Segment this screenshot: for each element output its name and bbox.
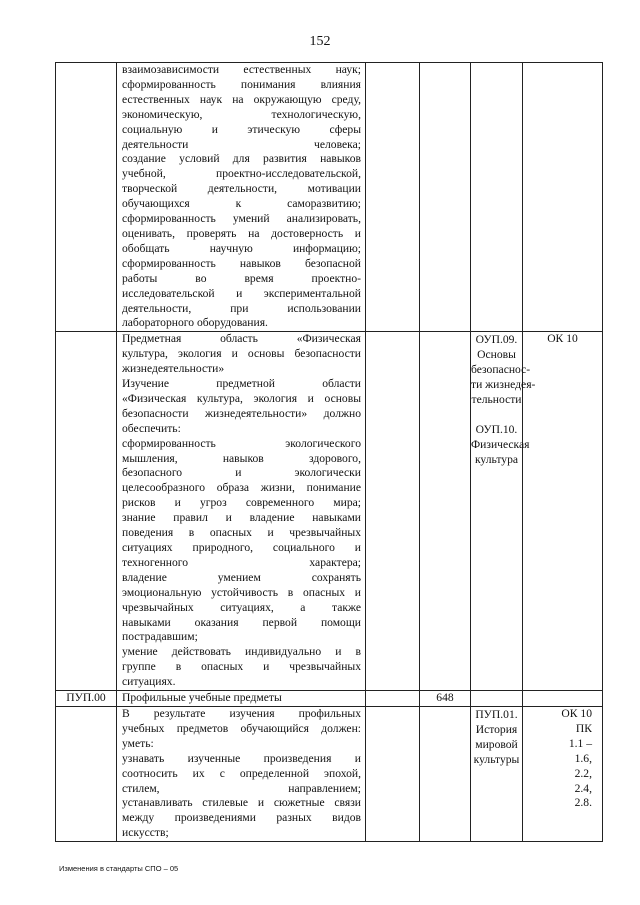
text-line: творческой деятельности, мотивации (122, 182, 361, 196)
max-load-cell (366, 691, 420, 707)
hours-cell (420, 332, 471, 691)
requirements-cell (117, 691, 366, 707)
competence-line: ПК (575, 721, 592, 735)
competence-line: ОК 10 (547, 332, 578, 346)
text-line: эмоциональную устойчивость в опасных и (122, 585, 361, 599)
text-line: сформированность умений анализировать, (122, 212, 361, 226)
row-index (56, 63, 117, 332)
text-line: чрезвычайных ситуациях, а также (122, 600, 361, 614)
text-line: уметь: (122, 736, 154, 750)
text-line: сформированность экологического (122, 436, 361, 450)
row-index (56, 706, 117, 841)
competence-cell (523, 706, 603, 841)
text-line: соотносить их с определенной эпохой, (122, 766, 361, 780)
competence-cell (523, 63, 603, 332)
text-line: лабораторного оборудования. (122, 316, 268, 330)
subject-code-line: мировой (475, 737, 518, 751)
footer-note: Изменения в стандарты СПО – 05 (59, 864, 179, 873)
hours-cell (420, 706, 471, 841)
text-line: владение умением сохранять (122, 570, 361, 584)
text-line: рисков и угроз современного мира; (122, 496, 361, 510)
text-line: учебной, проектно-исследовательской, (122, 167, 361, 181)
subject-code-line (471, 408, 522, 423)
text-line: «Физическая культура, экология и основы (122, 391, 361, 405)
text-line: сформированность навыков безопасной (122, 256, 361, 270)
table-row (56, 63, 603, 332)
text-line: естественных наук на окружающую среду, (122, 92, 361, 106)
row-index: ПУП.00 (56, 691, 117, 707)
subject-code-line: ПУП.01. (475, 707, 518, 721)
hours-cell: 648 (420, 691, 471, 707)
text-line: культура, экология и основы безопасности (122, 347, 361, 361)
subject-code-line: Физическая (471, 437, 530, 451)
text-line: знание правил и владение навыками (122, 511, 361, 525)
text-line: создание условий для развития навыков (122, 152, 361, 166)
text-line: между произведениями разных видов (122, 811, 361, 825)
text-line: деятельности, при использовании (122, 301, 361, 315)
subject-code-line: тельности (471, 392, 522, 406)
text-line: сформированность понимания влияния (122, 77, 361, 91)
subject-code-line: История (475, 722, 518, 736)
competence-line: ОК 10 (561, 706, 592, 720)
text-line: ситуациях природного, социального и (122, 541, 361, 554)
page-number: 152 (309, 34, 331, 49)
subject-code-cell (471, 691, 523, 707)
max-load-cell (366, 706, 420, 841)
text-line: взаимозависимости естественных наук; (122, 63, 361, 76)
text-line: исследовательской и экспериментальной (122, 286, 361, 300)
text-line: Предметная область «Физическая (122, 332, 361, 346)
text-line: Изучение предметной области (122, 377, 361, 391)
subject-code-line: ОУП.10. (475, 422, 518, 436)
subject-code-line: ти жизнедея- (471, 378, 536, 392)
text-line: обеспечить: (122, 421, 181, 435)
text-line: техногенного характера; (122, 555, 361, 569)
hours-cell (420, 63, 471, 332)
subject-code-line: культура (474, 452, 519, 466)
competence-line: 1.6, (574, 751, 592, 765)
text-line: устанавливать стилевые и сюжетные связи (122, 796, 361, 810)
text-line: деятельности человека; (122, 137, 361, 151)
requirements-cell (117, 706, 366, 841)
text-line: оценивать, проверять на достоверность и (122, 226, 361, 240)
subject-code-line: Основы (477, 348, 516, 362)
text-line: жизнедеятельности» (122, 362, 225, 376)
text-line: мышления, навыков здорового, (122, 451, 361, 465)
subject-code-line: ОУП.09. (475, 333, 518, 347)
subject-code-cell (471, 332, 536, 691)
text-line: обобщать научную информацию; (122, 241, 361, 255)
requirements-cell (117, 63, 366, 332)
text-line: работы во время проектно- (122, 271, 361, 285)
curriculum-table (55, 62, 603, 842)
text-line: умение действовать индивидуально и в (122, 645, 361, 659)
text-line: узнавать изученные произведения и (122, 751, 361, 765)
table-row (56, 332, 603, 691)
competence-line: 2.8. (574, 796, 592, 810)
text-line: целесообразного образа жизни, понимание (122, 481, 361, 495)
competence-line: 2.4, (574, 781, 592, 795)
text-line: социальную и этическую сферы (122, 122, 361, 136)
text-line: искусств; (122, 826, 169, 840)
text-line: безопасного и экологически (122, 466, 361, 480)
subject-code-line: безопаснос- (471, 363, 531, 377)
text-line: пострадавшим; (122, 630, 198, 644)
table-row (56, 691, 603, 707)
text-line: стилем, направлением; (122, 781, 361, 795)
text-line: Профильные учебные предметы (122, 691, 282, 705)
subject-code-cell (471, 706, 523, 841)
text-line: безопасности жизнедеятельности» должно (122, 406, 361, 420)
text-line: экономическую, технологическую, (122, 107, 361, 121)
subject-code-cell (471, 63, 523, 332)
requirements-cell (117, 332, 366, 691)
subject-code-line: культуры (473, 752, 520, 766)
text-line: обучающихся к саморазвитию; (122, 197, 361, 211)
text-line: навыками оказания первой помощи (122, 615, 361, 629)
text-line: группе в опасных и чрезвычайных (122, 660, 361, 674)
max-load-cell (366, 63, 420, 332)
text-line: учебных предметов обучающийся должен: (122, 721, 361, 735)
competence-cell (523, 691, 603, 707)
competence-line: 1.1 – (568, 736, 592, 750)
text-line: В результате изучения профильных (122, 706, 361, 720)
competence-line: 2.2, (574, 766, 592, 780)
row-index (56, 332, 117, 691)
table-row (56, 706, 603, 841)
text-line: ситуациях. (122, 675, 176, 689)
max-load-cell (366, 332, 420, 691)
text-line: поведения в опасных и чрезвычайных (122, 526, 361, 540)
